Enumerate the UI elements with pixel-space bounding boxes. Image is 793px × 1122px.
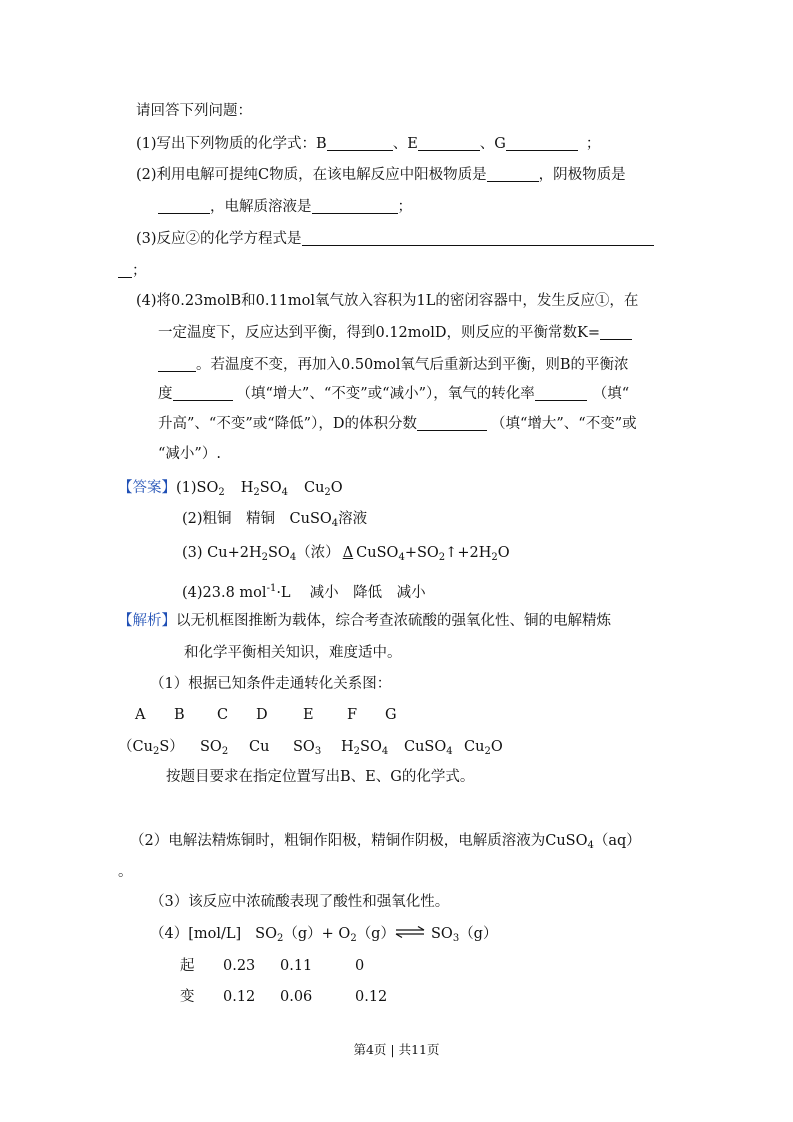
q4-line3 (158, 355, 629, 375)
row-start-v1: 0.23 (223, 958, 256, 974)
letter-g: G (385, 707, 397, 723)
blank-b-conc[interactable] (173, 385, 233, 401)
blank-b[interactable] (327, 135, 393, 151)
q4-line6: “减小”）. (158, 446, 221, 462)
step4-g2: （g） (356, 926, 395, 942)
q2-line2-mid: ，电解质溶液是 (210, 199, 312, 215)
letter-d: D (256, 707, 268, 723)
q3-prefix: (3)反应②的化学方程式是 (136, 231, 302, 247)
q1-prefix: (1)写出下列物质的化学式：B (136, 136, 327, 152)
analysis-line1 (118, 611, 611, 631)
compound-d: $SO_3$ (293, 739, 322, 757)
a3-cuso4: CuSO (356, 545, 399, 561)
letter-f: F (347, 707, 358, 723)
q4-line2-text: 一定温度下，反应达到平衡，得到0.12molD，则反应的平衡常数K= (158, 325, 601, 341)
q4-line2 (158, 323, 632, 343)
analysis-step1: （1）根据已知条件走通转化关系图： (150, 676, 392, 692)
a3-so: SO (267, 545, 290, 561)
analysis-step1b: 按题目要求在指定位置写出B、E、G的化学式。 (166, 769, 475, 785)
a3-so2: +SO (404, 545, 439, 561)
q4-line4b: （填“增大”、“不变”或“减小”），氧气的转化率 (236, 386, 535, 402)
blank-d-frac[interactable] (417, 415, 487, 431)
a1-so2: (1)SO (176, 480, 219, 496)
blank-k2[interactable] (158, 356, 196, 372)
letter-a: A (135, 707, 146, 723)
row-change-v3: 0.12 (355, 989, 388, 1005)
analysis-step2: （2）电解法精炼铜时，粗铜作阳极，精铜作阴极，电解质溶液为CuSO$_4$（aq） (130, 833, 641, 851)
q1-sep2: 、G (479, 136, 506, 152)
blank-anode[interactable] (487, 166, 539, 182)
blank-o2-conv[interactable] (535, 385, 587, 401)
answer-3: (3) $Cu+2H_2SO_4$（浓） Δ $CuSO_4+SO_2↑+2H_2O$ (182, 545, 510, 563)
a3-prefix: (3) Cu+2H (182, 545, 262, 561)
q2-line2-end: ； (397, 199, 412, 215)
letter-b: B (174, 707, 185, 723)
answer-1: 【答案】$(1)SO_2$ $H_2SO_4$ $Cu_2O$ (118, 480, 343, 498)
blank-e[interactable] (418, 135, 480, 151)
q2-line1-prefix: (2)利用电解可提纯C物质，在该电解反应中阳极物质是 (136, 167, 487, 183)
a2-end: 溶液 (338, 511, 368, 527)
blank-electrolyte[interactable] (312, 198, 398, 214)
blank-equation-cont[interactable] (118, 262, 132, 278)
a1-h2so4-so: SO (259, 480, 282, 496)
a2-text: (2)粗铜 精铜 CuSO (182, 511, 332, 527)
q4-line5b: （填“增大”、“不变”或 (490, 416, 637, 432)
row-start-label: 起 (180, 958, 195, 974)
q4-line5a: 升高”、“不变”或“降低”），D的体积分数 (158, 416, 417, 432)
blank-k1[interactable] (600, 324, 632, 340)
q1-end: ； (585, 136, 601, 152)
row-start-v2: 0.11 (280, 958, 313, 974)
question-3-cont (118, 261, 147, 281)
row-change-v1: 0.12 (223, 989, 256, 1005)
blank-cathode[interactable] (158, 198, 210, 214)
row-change-label: 变 (180, 989, 195, 1005)
a1-cu2o-cu: Cu (303, 480, 325, 496)
q3-end: ； (132, 263, 147, 279)
q2-line1-mid: ，阴极物质是 (538, 167, 626, 183)
compound-e: $H_2SO_4$ (341, 739, 389, 757)
a4-sup: -1 (266, 583, 277, 594)
intro-text: 请回答下列问题： (136, 103, 252, 119)
analysis-step3: （3）该反应中浓硫酸表现了酸性和强氧化性。 (150, 894, 450, 910)
compound-g: $Cu_2O$ (464, 739, 503, 757)
page-footer: 第4页 | 共11页 (353, 1042, 440, 1057)
question-2-line1 (136, 165, 626, 185)
a1-cu2o-o: O (330, 480, 343, 496)
compound-a: $(Cu_2S)$ (118, 739, 184, 757)
step2-text: （2）电解法精炼铜时，粗铜作阳极，精铜作阴极，电解质溶液为CuSO (130, 833, 588, 849)
q4-line4c: （填“ (592, 386, 630, 402)
a1-h2so4-h: H (240, 480, 254, 496)
compound-f: CuSO$_4$ (404, 739, 453, 757)
row-start-v3: 0 (355, 958, 365, 974)
answer-tag: 【答案】 (118, 480, 176, 496)
a3-conc: （浓） (296, 545, 340, 561)
step4-so3: SO (430, 926, 453, 942)
letter-c: C (217, 707, 229, 723)
q1-sep1: 、E (392, 136, 418, 152)
blank-g[interactable] (506, 135, 578, 151)
a3-o: O (497, 545, 510, 561)
a4-rest: ·L 减小 降低 减小 (276, 585, 426, 601)
analysis-step2-dot: 。 (118, 864, 133, 880)
step4-g3: （g） (459, 926, 498, 942)
q4-line5 (158, 414, 637, 434)
step4-so2: SO (255, 926, 277, 942)
a4-prefix: (4)23.8 mol (182, 585, 267, 601)
answer-2: (2)粗铜 精铜 CuSO$_4$溶液 (182, 511, 368, 529)
q4-line1: (4)将0.23molB和0.11mol氧气放入容积为1L的密闭容器中，发生反应①，在 (136, 293, 639, 309)
question-2-line2 (158, 197, 412, 217)
analysis-step4: （4）[mol/L] $SO_2(g)+ O_2(g)$ $SO_3(g)$ (150, 926, 498, 944)
question-3 (136, 229, 654, 249)
q4-line4 (158, 384, 629, 404)
compound-c: Cu (249, 739, 270, 755)
step2-end: （aq） (593, 833, 641, 849)
q4-line4a: 度 (158, 386, 173, 402)
analysis-tag: 【解析】 (118, 613, 176, 629)
answer-4 (182, 579, 426, 603)
q4-line3-text: 。若温度不变，再加入0.50mol氧气后重新达到平衡，则B的平衡浓 (196, 357, 629, 373)
blank-equation[interactable] (302, 230, 654, 246)
heat-delta-icon: Δ (342, 545, 354, 561)
analysis-line1-text: 以无机框图推断为载体，综合考查浓硫酸的强氧化性、铜的电解精炼 (176, 613, 611, 629)
letter-e: E (303, 707, 314, 723)
equilibrium-arrows-icon (395, 926, 425, 938)
row-change-v2: 0.06 (280, 989, 313, 1005)
analysis-line2: 和化学平衡相关知识，难度适中。 (184, 645, 402, 661)
step4-prefix: （4）[mol/L] (150, 926, 242, 942)
step4-g: （g）+ O (283, 926, 351, 942)
a3-arrow-h2o: ↑+2H (445, 545, 492, 561)
question-1 (136, 134, 600, 154)
compound-b: $SO_2$ (200, 739, 229, 757)
